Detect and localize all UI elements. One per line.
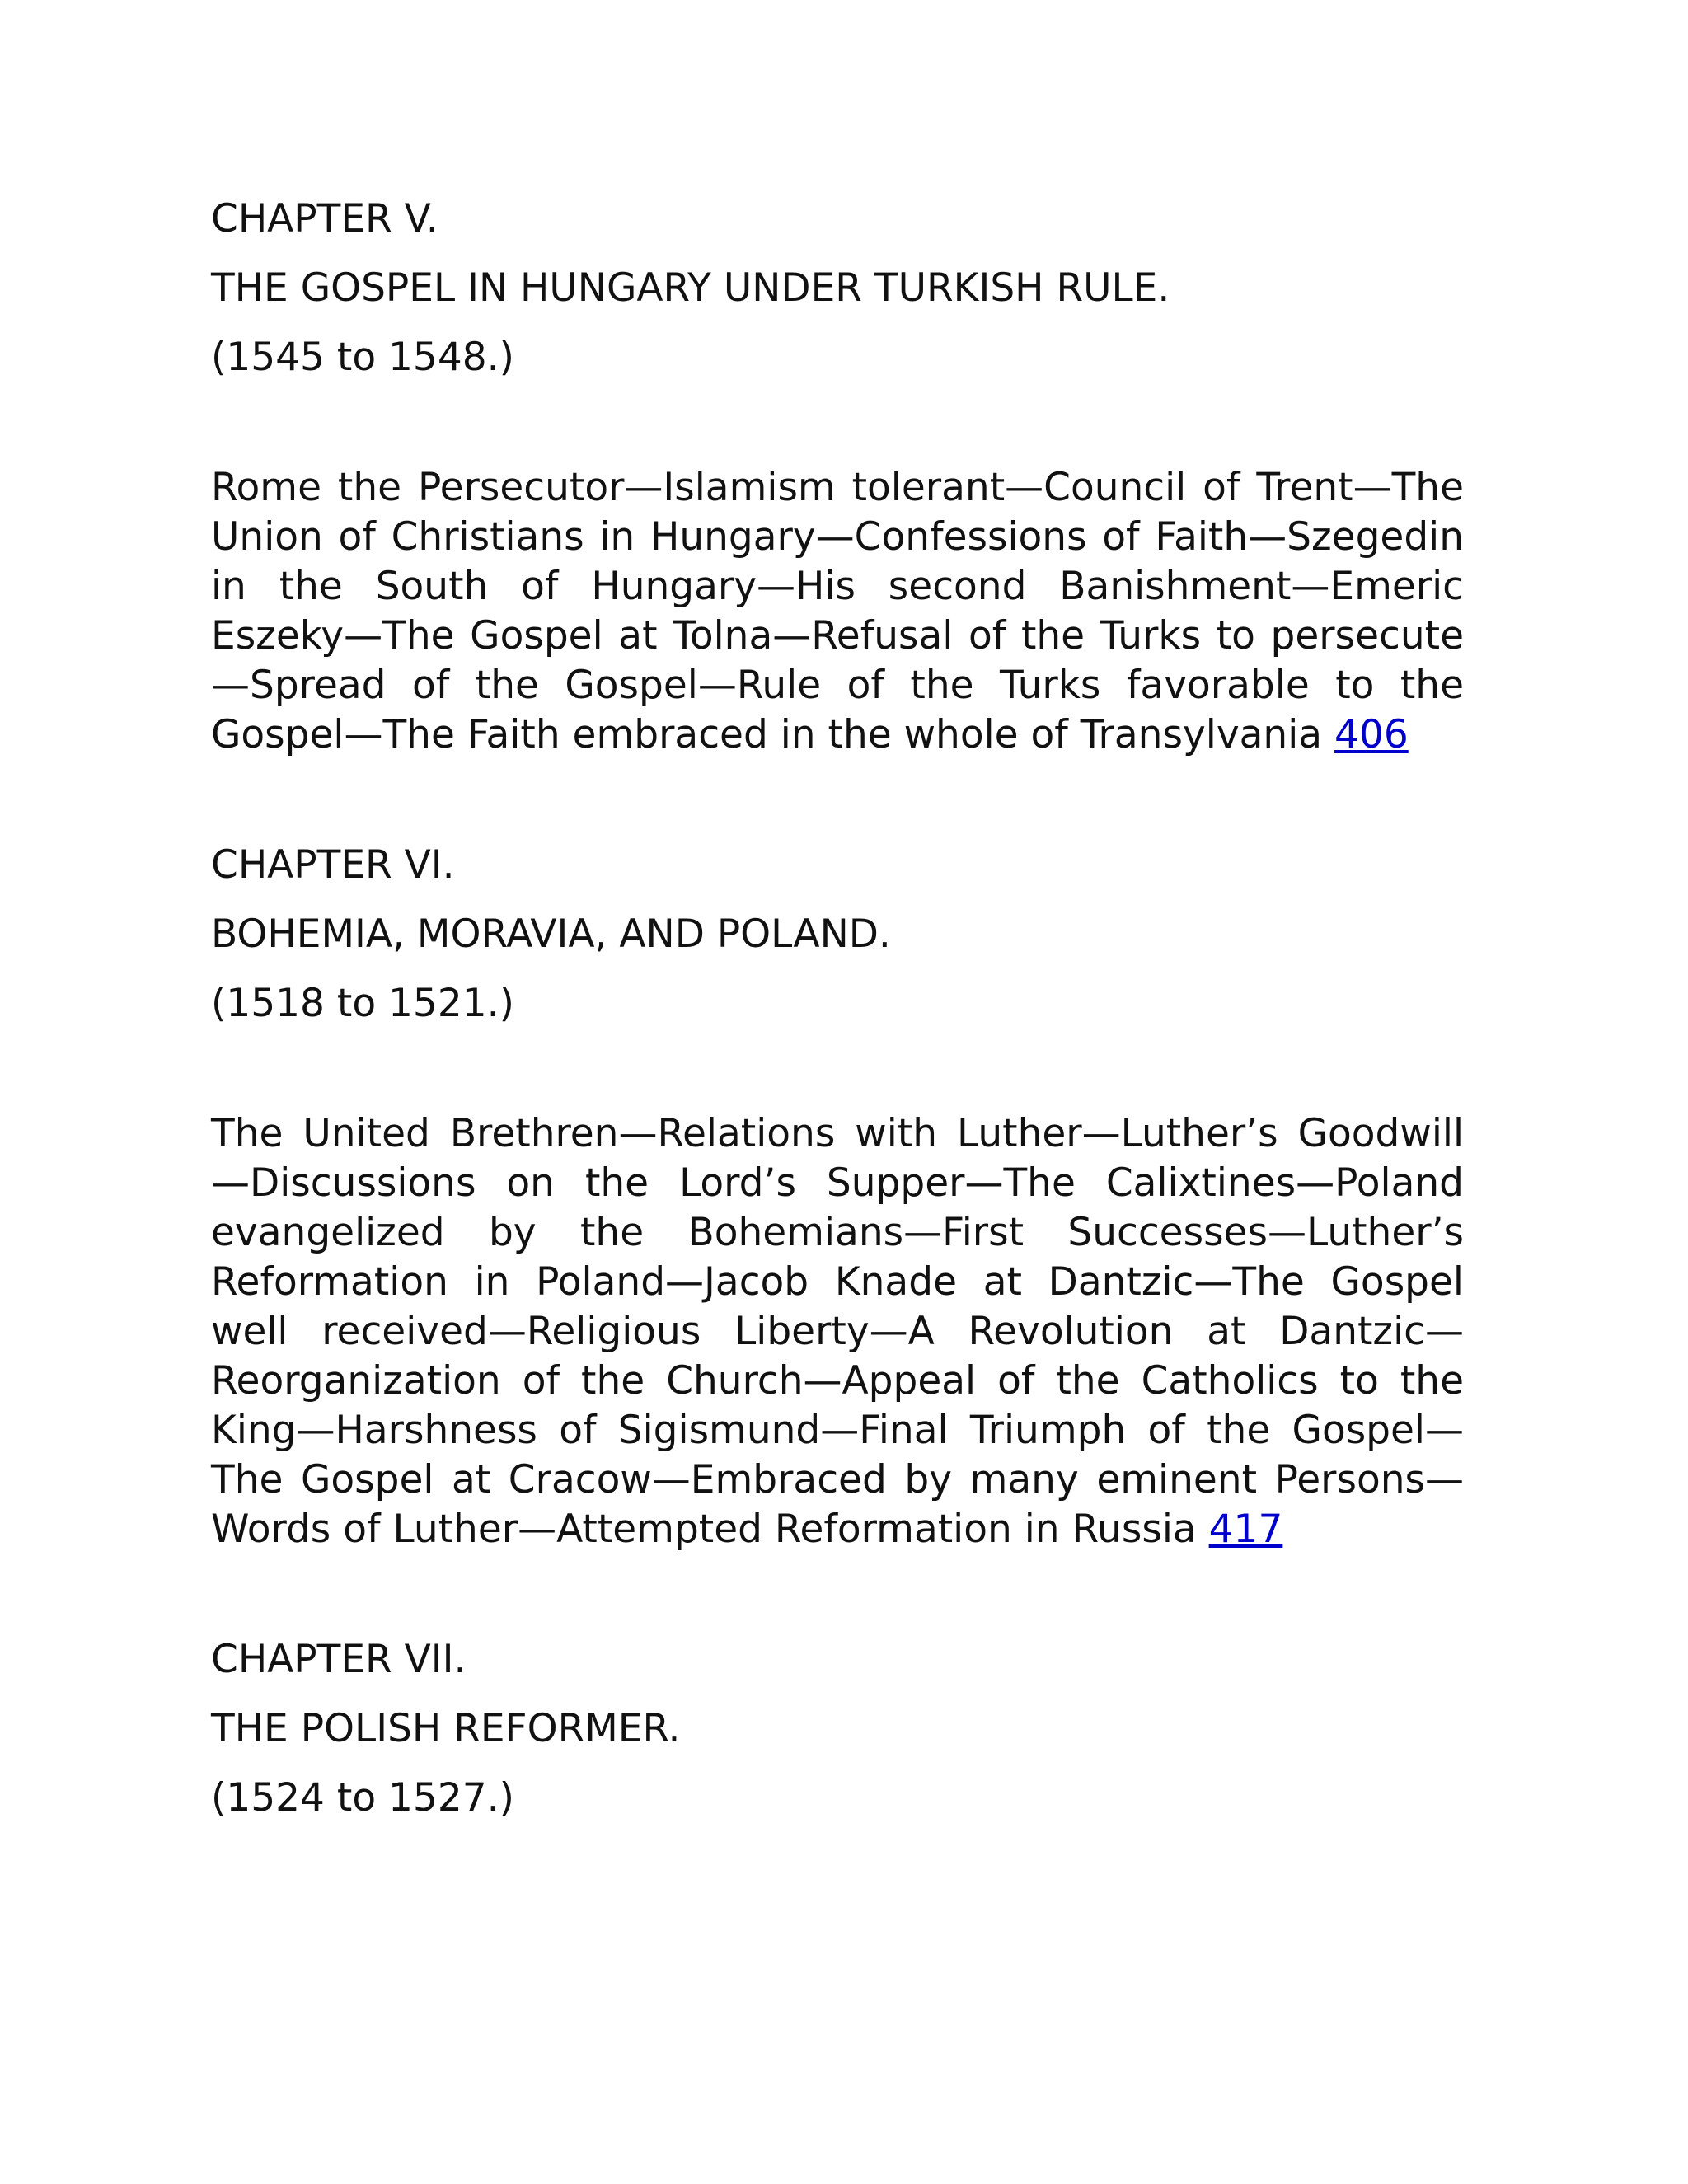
chapter-dates: (1518 to 1521.)	[211, 981, 514, 1026]
chapter-number: CHAPTER V.	[211, 196, 438, 241]
chapter-summary	[211, 1109, 1464, 1554]
chapter-vii	[211, 1635, 1464, 1823]
chapter-summary-text: The United Brethren—Relations with Luther—Luther’s Goodwill—Discussions on the Lord’s Supper—The Calixtines—Poland evangelized by the Bohemians—First Successes—Luther’s Reformation in Poland—Jacob Knade at Dantzic—The Gospel well received—Religious Liberty—A Revolution at Dantzic—Reorganization of the Church—Appeal of the Catholics to the King—Harshness of Sigismund—Final Triumph of the Gospel—The Gospel at Cracow—Embraced by many eminent Persons—Words of Luther—Attempted Reformation in Russia	[211, 1111, 1464, 1552]
chapter-v	[211, 194, 1464, 760]
chapter-title: THE GOSPEL IN HUNGARY UNDER TURKISH RULE.	[211, 265, 1170, 311]
chapter-title: BOHEMIA, MORAVIA, AND POLAND.	[211, 912, 891, 957]
chapter-vi	[211, 841, 1464, 1554]
chapter-summary	[211, 463, 1464, 760]
chapter-number: CHAPTER VI.	[211, 842, 455, 888]
chapter-title: THE POLISH REFORMER.	[211, 1706, 681, 1751]
document-page	[211, 194, 1464, 1823]
chapter-summary-text: Rome the Persecutor—Islamism tolerant—Council of Trent—The Union of Christians in Hungary—Confessions of Faith—Szegedin in the South of Hungary—His second Banishment—Emeric Eszeky—The Gospel at Tolna—Refusal of the Turks to persecute—Spread of the Gospel—Rule of the Turks favorable to the Gospel—The Faith embraced in the whole of Transylvania	[211, 465, 1464, 757]
chapter-dates: (1524 to 1527.)	[211, 1775, 514, 1821]
page-link[interactable]: 406	[1334, 712, 1409, 757]
page-link[interactable]: 417	[1208, 1507, 1283, 1552]
chapter-number: CHAPTER VII.	[211, 1637, 467, 1682]
chapter-dates: (1545 to 1548.)	[211, 335, 514, 380]
